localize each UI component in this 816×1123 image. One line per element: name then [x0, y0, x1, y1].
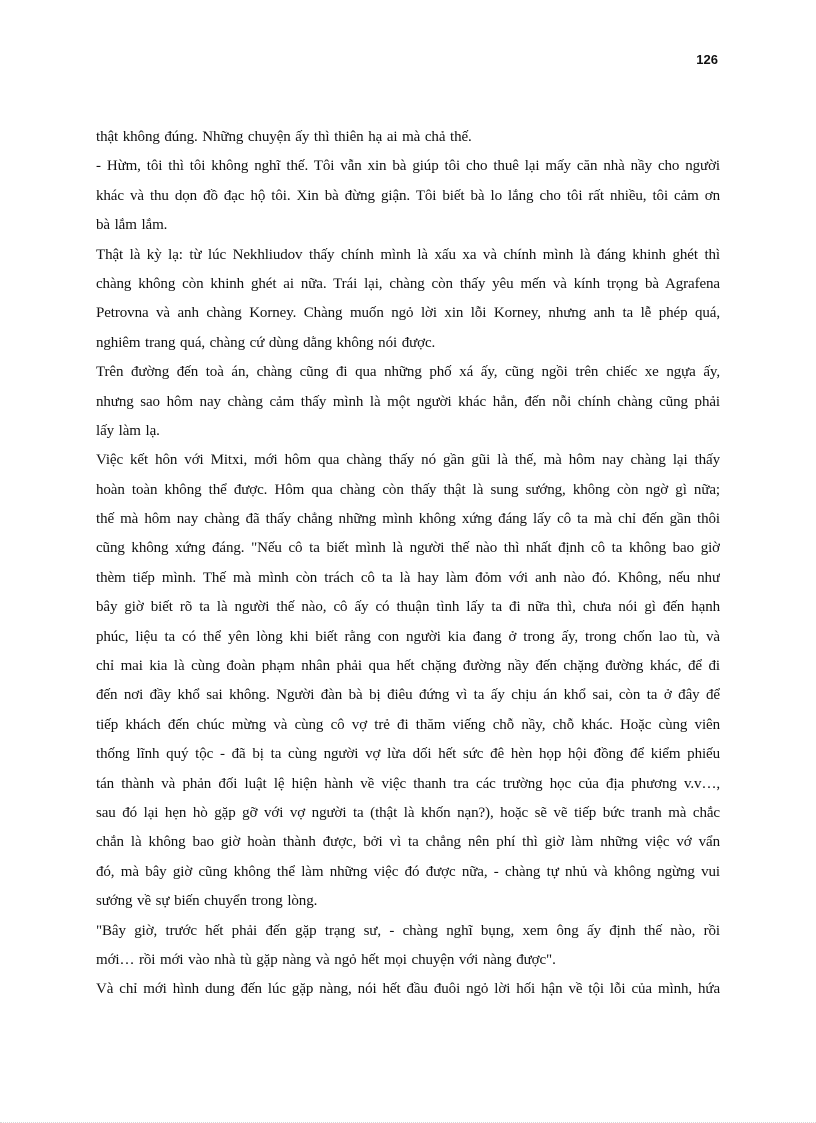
text-line: khác và thu dọn đồ đạc hộ tôi. Xin bà đừng giận. Tôi biết bà lo lắng cho tôi rất nhiều, tôi cảm ơn [96, 187, 720, 204]
text-line: chắn là không bao giờ hoàn thành được, bởi vì ta chẳng nên phí thì giờ làm những việc vớ vẩn [96, 834, 720, 851]
text-line: Petrovna và anh chàng Korney. Chàng muốn ngỏ lời xin lỗi Korney, nhưng anh ta lễ phép quá, [96, 305, 720, 322]
text-line: hoàn toàn không thể được. Hôm qua chàng còn thấy thật là sung sướng, không còn ngờ gì nữa; [96, 481, 720, 498]
text-line: thống lĩnh quý tộc - đã bị ta cùng người vợ lừa dối hết sức đê hèn họp hội đồng để kiểm phiếu [96, 746, 720, 763]
text-line: tán thành và phản đối luật lệ hiện hành về việc thanh tra các trường học của địa phương v.v…, [96, 775, 720, 792]
text-line: Và chỉ mới hình dung đến lúc gặp nàng, nói hết đầu đuôi ngỏ lời hối hận về tội lỗi của mình, hứa [96, 981, 720, 998]
text-line: bây giờ biết rõ ta là người thế nào, cô ấy có thuận tình lấy ta đi nữa thì, chưa nói gì đến hạnh [96, 599, 720, 616]
text-line: đến nơi đầy khổ sai không. Người đàn bà bị điêu đứng vì ta ấy chịu án khổ sai, còn ta ở đây để [96, 687, 720, 704]
text-line: chỉ mai kia là cùng đoàn phạm nhân phải qua hết chặng đường nầy đến chặng đường khác, để đi [96, 658, 720, 675]
body-text [96, 123, 720, 1005]
text-line: thật không đúng. Những chuyện ấy thì thiên hạ ai mà chả thế. [96, 129, 472, 145]
text-line: nghiêm trang quá, chàng cứ dùng dằng không nói được. [96, 334, 436, 351]
text-line: sau đó lại hẹn hò gặp gỡ với vợ người ta (thật là khốn nạn?), hoặc sẽ vẽ tiếp bức tranh mà chắc [96, 804, 720, 821]
text-line: Thật là kỳ lạ: từ lúc Nekhliudov thấy chính mình là xấu xa và chính mình là đáng khinh ghét thì [96, 246, 720, 263]
text-line: thèm tiếp mình. Thế mà mình còn trách cô ta là hay làm đỏm với anh nào đó. Không, nếu như [96, 569, 720, 586]
text-line: đó, mà bây giờ cũng không thể làm những việc đó được nữa, - chàng tự nhủ và không ngừng vui [96, 863, 720, 880]
text-line: Việc kết hôn với Mitxi, mới hôm qua chàng thấy nó gần gũi là thế, mà hôm nay chàng lại thấy [96, 452, 720, 469]
text-line: lấy làm lạ. [96, 422, 160, 439]
text-line: "Bây giờ, trước hết phải đến gặp trạng sư, - chàng nghĩ bụng, xem ông ấy định thế nào, rồi [96, 922, 720, 939]
text-line: - Hừm, tôi thì tôi không nghĩ thế. Tôi vẫn xin bà giúp tôi cho thuê lại mấy căn nhà nầy cho người [96, 158, 720, 175]
text-line: mới… rồi mới vào nhà tù gặp nàng và ngỏ hết mọi chuyện với nàng được". [96, 951, 556, 968]
text-line: cũng không xứng đáng. "Nếu cô ta biết mình là người thế nào thì nhất định cô ta không bao giờ [96, 540, 720, 557]
text-line: tiếp khách đến chúc mừng và cùng cô vợ trẻ đi thăm viếng chỗ nầy, chỗ khác. Hoặc cùng viên [96, 716, 720, 733]
page-number: 126 [696, 52, 718, 67]
text-line: phúc, liệu ta có thể yên lòng khi biết rằng con người kia đang ở trong ấy, trong chốn lao tù, và [96, 628, 720, 645]
text-line: Trên đường đến toà án, chàng cũng đi qua những phố xá ấy, cũng ngồi trên chiếc xe ngựa ấy, [96, 364, 720, 381]
text-line: bà lắm lắm. [96, 217, 168, 234]
text-line: sướng về sự biến chuyển trong lòng. [96, 893, 318, 910]
page-bottom-border [0, 1119, 816, 1123]
text-line: thế mà hôm nay chàng đã thấy chẳng những mình không xứng đáng lấy cô ta mà chỉ đến gần thôi [96, 511, 720, 528]
text-line: chàng không còn khinh ghét ai nữa. Trái lại, chàng còn thấy yêu mến và kính trọng bà Agrafena [96, 275, 720, 292]
text-line: nhưng sao hôm nay chàng cảm thấy mình là một người khác hẳn, đến nỗi chính chàng cũng phải [96, 393, 720, 410]
